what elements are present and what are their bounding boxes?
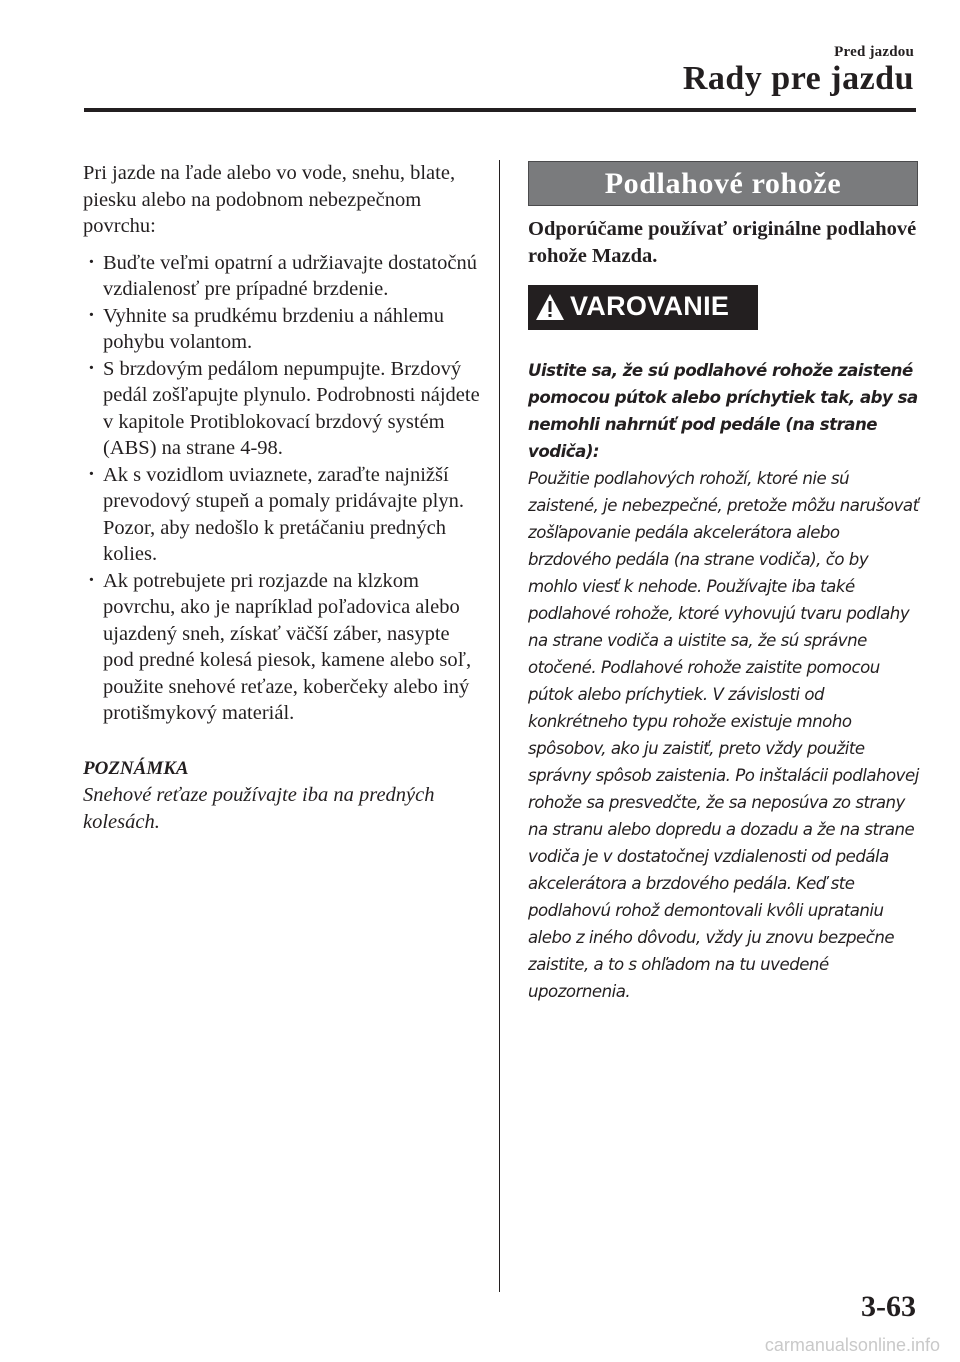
chapter-label: Pred jazdou bbox=[834, 44, 914, 60]
column-divider bbox=[499, 160, 500, 1292]
warning-badge bbox=[528, 285, 758, 330]
bullet-item: · Ak potrebujete pri rozjazde na klzkom povrchu, ako je napríklad poľadovica alebo ujazdený sneh, získať väčší záber, nasypte pod predné kolesá piesok, kamene alebo soľ, použite snehové reťaze, koberčeky alebo iný protišmykový materiál. bbox=[83, 568, 483, 727]
warning-triangle-icon bbox=[535, 293, 565, 321]
header-rule bbox=[84, 108, 916, 112]
watermark: carmanualsonline.info bbox=[764, 1335, 940, 1355]
bullet-item: · S brzdovým pedálom nepumpujte. Brzdový pedál zošľapujte plynulo. Podrobnosti nájdete v kapitole Protiblokovací brzdový systém (ABS) na strane 4-98. bbox=[83, 356, 483, 462]
warning-text bbox=[528, 357, 920, 1005]
bullet-item: · Buďte veľmi opatrní a udržiavajte dostatočnú vzdialenosť pre prípadné brzdenie. bbox=[83, 250, 483, 303]
warning-label: VAROVANIE bbox=[570, 291, 730, 321]
left-intro: Pri jazde na ľade alebo vo vode, snehu, blate, piesku alebo na podobnom nebezpečnom povrchu: bbox=[83, 162, 456, 237]
note-text: Snehové reťaze používajte iba na predných kolesách. bbox=[83, 784, 435, 833]
section-title: Podlahové rohože bbox=[528, 161, 918, 206]
bullet-item: · Vyhnite sa prudkému brzdeniu a náhlemu pohybu volantom. bbox=[83, 303, 483, 356]
left-column bbox=[83, 160, 483, 835]
warning-heading: Uistite sa, že sú podlahové rohože zaistené pomocou pútok alebo príchytiek tak, aby sa nemohli nahrnúť pod pedále (na strane vodiča): bbox=[528, 361, 918, 461]
bullet-list bbox=[83, 250, 483, 727]
section-intro: Odporúčame používať originálne podlahové rohože Mazda. bbox=[528, 218, 917, 267]
warning-body: Použitie podlahových rohoží, ktoré nie sú zaistené, je nebezpečné, pretože môžu narušovať zošľapovanie pedála akcelerátora alebo brzdového pedála (na strane vodiča), čo by mohlo viesť k nehode. Používajte iba také podlahové rohože, ktoré vyhovujú tvaru podlahy na strane vodiča a uistite sa, že sú správne otočené. Podlahové rohože zaistite pomocou pútok alebo príchytiek. V závislosti od konkrétneho typu rohože existuje mnoho spôsobov, ako ju zaistiť, preto vždy použite správny spôsob zaistenia. Po inštalácii podlahovej rohože sa presvedčte, že sa neposúva zo strany na stranu alebo dopredu a dozadu a že na strane vodiča je v dostatočnej vzdialenosti od pedála akcelerátora a brzdového pedála. Keď ste podlahovú rohož demontovali kvôli uprataniu alebo z iného dôvodu, vždy ju znovu bezpečne zaistite, a to s ohľadom na tu uvedené upozornenia. bbox=[528, 469, 919, 1001]
page-number: 3-63 bbox=[861, 1290, 916, 1323]
note-heading: POZNÁMKA bbox=[83, 757, 189, 779]
bullet-item: · Ak s vozidlom uviaznete, zaraďte najnižší prevodový stupeň a pomaly pridávajte plyn. Pozor, aby nedošlo k pretáčaniu predných kolies. bbox=[83, 462, 483, 568]
page-title: Rady pre jazdu bbox=[682, 60, 914, 97]
